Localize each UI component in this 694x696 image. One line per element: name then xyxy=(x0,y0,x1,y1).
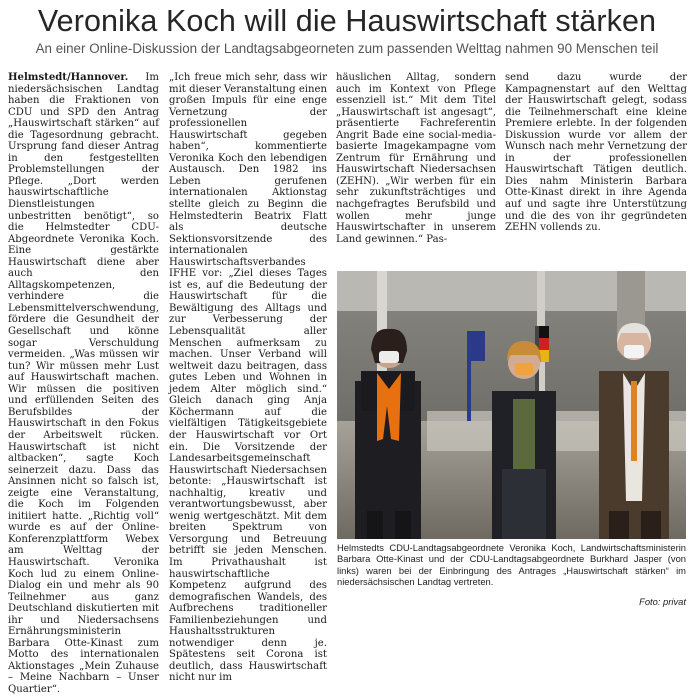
column-1-text: Im niedersächsischen Landtag haben die Fraktionen von CDU und SPD den Antrag „Hauswirtschaft stärken“ auf die Tagesordnung gebracht. Ursprung fand dieser Antrag in den festgestellten Problemstellungen der Pflege. „Dort werden hauswirtschaftliche Dienstleistungen unbestritten benötigt“, so die Helmstedter CDU-Abgeordnete Veronika Koch. Eine gestärkte Hauswirtschaft diene aber auch den Alltagskompetenzen, verhindere die Lebensmittelverschwendung, fördere die Gesundheit der Gesellschaft und könne sogar Verschuldung vermeiden. „Was müssen wir tun? Wir müssen mehr Lust auf Hauswirtschaft machen. Wir müssen die positiven und erfüllenden Seiten des Berufsbildes der Hauswirtschaft in den Fokus der Arbeitswelt rücken. Hauswirtschaft ist nicht altbacken“, sagte Koch seinerzeit dazu. Dass das Ansinnen nicht so falsch ist, zeigte eine Veranstaltung, die Koch im Folgenden initiiert hatte. „Richtig voll“ wurde es auf der Online-Konferenzplattform Webex am Welttag der Hauswirtschaft. Veronika Koch lud zu einem Online-Dialog ein und mehr als 90 Teilnehmer aus ganz Deutschland diskutierten mit ihr und Niedersachsens Ernährungsministerin Barbara Otte-Kinast zum Motto des internationalen Aktionstages „Mein Zuhause – Meine Nachbarn – Unser Quartier“. xyxy=(8,72,159,695)
column-2 xyxy=(169,72,327,684)
column-3-text: häuslichen Alltag, sondern auch im Kontext von Pflege essenziell ist.“ Mit dem Titel „Hauswirtschaft ist angesagt“, präsentierte Fachreferentin Angrit Bade eine social-media-basierte Imagekampagne vom Zentrum für Ernährung und Hauswirtschaft Niedersachsen (ZEHN). „Wir werben für ein sehr zukunftsträchtiges und nachgefragtes Berufsbild und wollen mehr junge Hauswirtschafter in unserem Land gewinnen.“ Pas- xyxy=(336,72,496,245)
column-1 xyxy=(8,72,159,696)
photo-caption: Helmstedts CDU-Landtagsabgeordnete Veronika Koch, Landwirtschaftsministerin Barbara Otte-Kinast und der CDU-Landtagsabgeordnete Burkhard Jasper (von links) waren bei der Einbringung des Antrages „Hauswirtschaft stärken“ im niedersächsischen Landtag vertreten. xyxy=(337,542,686,588)
dateline: Helmstedt/Hannover. xyxy=(8,72,129,83)
subheadline: An einer Online-Diskussion der Landtagsabgeorneten zum passenden Welttag nahmen 90 Menschen teil xyxy=(35,41,659,56)
photo-illustration xyxy=(337,271,686,539)
headline: Veronika Koch will die Hauswirtschaft stärken xyxy=(37,4,657,38)
photo-credit: Foto: privat xyxy=(639,596,686,607)
column-4 xyxy=(505,72,687,234)
article-photo xyxy=(337,271,686,539)
column-3 xyxy=(336,72,496,245)
column-2-text: „Ich freue mich sehr, dass wir mit dieser Veranstaltung einen großen Impuls für eine enge Vernetzung der professionellen Hauswirtschaft gegeben haben“, kommentierte Veronika Koch den lebendigen Austausch. Den 1982 ins Leben gerufenen internationalen Aktionstag stellte gleich zu Beginn die Helmstedterin Beatrix Flatt als deutsche Sektionsvorsitzende des internationalen Hauswirtschaftsverbandes IFHE vor: „Ziel dieses Tages ist es, auf die Bedeutung der Hauswirtschaft für die Bewältigung des Alltags und zur Verbesserung der Lebensqualität aller Menschen aufmerksam zu machen. Unser Verband will weltweit dazu beitragen, dass gutes Leben und Wohnen in jedem Alter möglich sind.“ Gleich danach ging Anja Köchermann auf die vielfältigen Tätigkeitsgebiete der Hauswirtschaft vor Ort ein. Die Vorsitzende der Landesarbeitsgemeinschaft Hauswirtschaft Niedersachsen betonte: „Hauswirtschaft ist nachhaltig, kreativ und verantwortungsbewusst, aber wenig wertgeschätzt. Mit dem breiten Spektrum von Versorgung und Betreuung betrifft sie jeden Menschen. Im Privathaushalt ist hauswirtschaftliche Kompetenz aufgrund des demografischen Wandels, des Aufbrechens traditioneller Familienbeziehungen und Haushaltsstrukturen notwendiger denn je. Spätestens seit Corona ist deutlich, dass Hauswirtschaft nicht nur im xyxy=(169,72,327,684)
column-4-text: send dazu wurde der Kampagnenstart auf den Welttag der Hauswirtschaft gelegt, sodass die Teilnehmerschaft eine kleine Premiere erlebte. In der folgenden Diskussion wurde vor allem der Wunsch nach mehr Vernetzung der in der professionellen Hauswirtschaft Tätigen deutlich. Dies nahm Ministerin Barbara Otte-Kinast direkt in ihre Agenda auf und sagte ihre Unterstützung und die des von ihr gegründeten ZEHN vollends zu. xyxy=(505,72,687,234)
